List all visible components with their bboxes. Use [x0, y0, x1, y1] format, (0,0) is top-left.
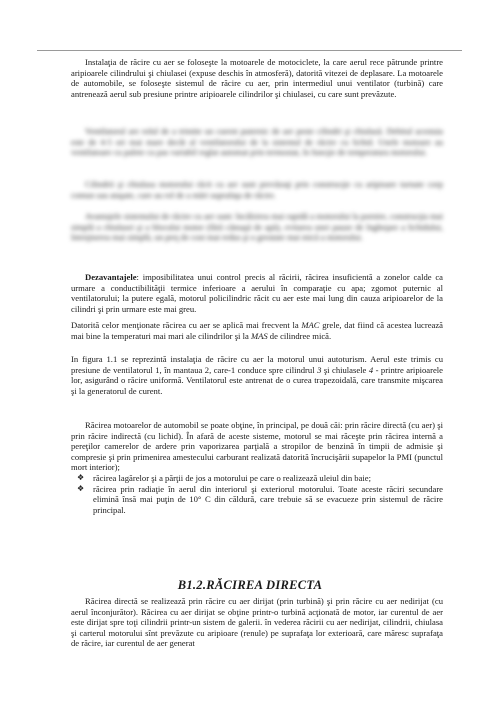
bullet-text-2: răcirea prin radiaţie în aerul din interiorul şi exteriorul motorului. Toate aceste răciri secundare elimină însă mai puţin de 10° C din căldură, care trebuie să se evacueze prin sistemul de răcire principal. — [93, 483, 443, 515]
racirea-paragraph: Răcirea motoarelor de automobil se poate obţine, în principal, pe două căi: prin răcire directă (cu aer) şi prin răcire indirectă (cu lichid). În afară de aceste sisteme, motorul se mai răceşte prin răcirea internă a pereţilor camerelor de ardere prin vaporizarea parţială a stropilor de benzină în timpii de admisie şi compresie şi prin primenirea amestecului carburant realizată datorită încrucişării supapelor la PMI (punctul mort interior); — [71, 420, 443, 473]
section-heading: B1.2.RĂCIREA DIRECTA — [177, 578, 323, 592]
dezavantaje-text: : imposibilitatea unui control precis al răcirii, răcirea insuficientă a zonelor calde ca urmare a conductibilităţii termice inferioare a aerului în comparaţie cu apa; zgomot puternic al ventilatorului; la putere egală, motorul policilindric răcit cu aer este mai lung din cauza aripioarelor de la cilindri şi prin urmare este mai greu. — [71, 272, 443, 314]
intro-paragraph-1: Instalaţia de răcire cu aer se foloseşte la motoarele de motociclete, la care aerul rece pătrunde printre aripioarele cilindrului şi chiulasei (expuse deschis în atmosferă), datorită vitezei de deplasare. La motoarele de automobile, se foloseşte sistemul de răcire cu aer, prin intermediul unui ventilator (turbină) care antrenează aerul sub presiune printre aripioarele cilindrilor şi chiulasei, cu care sunt prevăzute. — [71, 57, 443, 99]
dezavantaje-paragraph — [71, 272, 443, 314]
intro-paragraph-2: Ventilatorul are rolul de a trimite un curent puternic de aer peste cilindri şi chiulasă. Debitul acestuia este de 4-5 ori mai mare decât al ventilatorului de la sistemul de răcire cu lichid. Unele motoare au ventilatoare cu palete cu pas variabil reglat automat prin termostat, în funcţie de temperatura motorului. — [71, 126, 443, 158]
intro-paragraph-3: Cilindrii şi chiulasa motorului răcit cu aer sunt prevăzuţi prin construcţie cu aripioare turnate corp comun sau ataşate, care au rol de a mări suprafaţa de răcire. — [71, 179, 443, 200]
intro-section — [71, 57, 443, 110]
intro-paragraph-4: Avantajele sistemului de răcire cu aer sunt: încălzirea mai rapidă a motorului la pornire, construcţia mai simplă a chiulasei şi a blocului motor (fără cămaşă de apă), evitarea unei pauze de îngheţare a lichidului, întreţinerea mai simplă, un preţ de cost mai redus şi o greutate mai mică a motorului. — [71, 211, 443, 243]
dezavantaje-label: Dezavantajele — [85, 272, 137, 282]
figura-paragraph — [71, 354, 443, 396]
mac-term: MAC — [301, 320, 320, 330]
mas-term: MAS — [250, 330, 268, 341]
diamond-bullet-icon: ❖ — [77, 472, 85, 482]
bullet-list — [71, 473, 443, 515]
figura-text-a: In figura 1.1 se reprezintă instalaţia de răcire cu aer la motorul unui autoturism. Aerul este trimis cu presiune de ventilatorul 1, în mantaua 2, care-1 conduce spre cilindrul — [71, 354, 443, 375]
blurred-section — [71, 126, 443, 254]
mac-text-c: de cilindree mică. — [267, 330, 332, 341]
bullet-text-1: răcirea lagărelor şi a părţii de jos a motorului pe care o realizează uleiul din baie; — [93, 472, 371, 483]
dezavantaje-section — [71, 272, 443, 314]
figura-text-b: şi chiulasele — [321, 364, 369, 375]
racirea-section — [71, 420, 443, 515]
mac-paragraph — [71, 320, 443, 341]
final-paragraph: Răcirea directă se realizează prin răcire cu aer dirijat (prin turbină) şi prin răcire cu aer nedirijat (cu aerul înconjurător). Răcirea cu aer dirijat se obţine printr-o turbină acţionată de motor, iar curentul de aer este dirijat spre toţi cilindrii printr-un sistem de galerii. în vederea răcirii cu aer nedirijat, cilindrii, chiulasa şi carterul motorului sînt prevăzute cu aripioare (renule) pe suprafaţa lor exterioară, care măresc suprafaţa de răcire, iar curentul de aer generat — [71, 596, 443, 649]
figura-num-4: 4 — [368, 364, 374, 375]
list-item — [71, 484, 443, 516]
mac-section — [71, 320, 443, 341]
list-item — [71, 473, 443, 484]
mac-text-b: grele, dat fiind că acestea lucrează mai bine la temperaturi mai mari ale cilindrilor şi la — [71, 320, 443, 341]
mac-text-a: Datorită celor menţionate răcirea cu aer se aplică mai frecvent la — [71, 320, 302, 330]
diamond-bullet-icon: ❖ — [77, 483, 85, 493]
figura-num-3: 3 — [317, 364, 322, 375]
final-section — [71, 596, 443, 649]
figura-section — [71, 354, 443, 396]
figura-text-c: - printre aripioarele lor, asigurând o răcire uniformă. Ventilatorul este antrenat de o curea trapezoidală, care transmite mişcarea şi la generatorul de curent. — [71, 364, 443, 396]
header-rule — [37, 50, 462, 51]
